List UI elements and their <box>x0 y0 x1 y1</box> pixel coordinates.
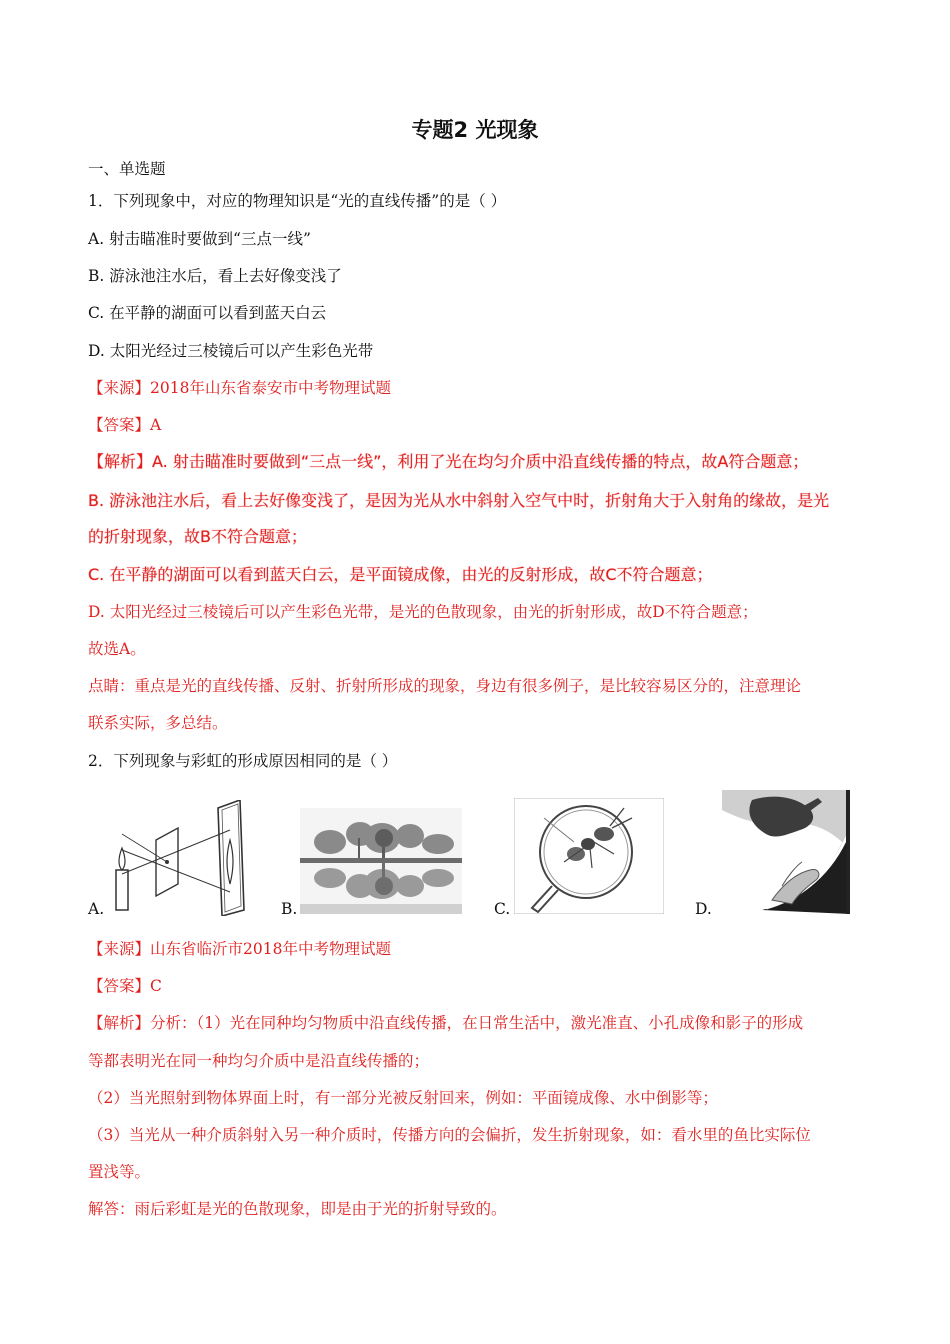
q1-analysis-line-7: 点睛：重点是光的直线传播、反射、折射所形成的现象，身边有很多例子，是比较容易区分的，注意理论 <box>88 677 802 695</box>
q2-analysis-text-1: 分析：（1）光在同种均匀物质中沿直线传播，在日常生活中，激光准直、小孔成像和影子的形成 <box>150 1014 804 1032</box>
hand-shadow-photo-icon <box>722 790 850 914</box>
q2-answer-tag: 【答案】 <box>88 977 151 995</box>
q2-source-tag: 【来源】 <box>88 940 151 958</box>
q2-stem: 2．下列现象与彩虹的形成原因相同的是（ ） <box>88 752 398 770</box>
pinhole-camera-diagram-icon <box>108 800 248 916</box>
q1-analysis-text-1: A. 射击瞄准时要做到“三点一线”，利用了光在均匀介质中沿直线传播的特点，故A符合题意； <box>152 452 809 471</box>
tree-reflection-photo-icon <box>300 808 462 914</box>
q1-answer-text: A <box>150 416 162 434</box>
section-heading: 一、单选题 <box>88 160 166 178</box>
page-title: 专题2 光现象 <box>411 118 539 142</box>
q1-option-c: C. 在平静的湖面可以看到蓝天白云 <box>88 304 327 322</box>
q1-answer-tag: 【答案】 <box>88 416 151 434</box>
q2-analysis-tag: 【解析】 <box>88 1014 151 1032</box>
q2-analysis-line-2: 等都表明光在同一种均匀介质中是沿直线传播的； <box>88 1052 430 1070</box>
q1-analysis-line-5: D. 太阳光经过三棱镜后可以产生彩色光带，是光的色散现象，由光的折射形成，故D不符合题意； <box>88 603 758 621</box>
q1-answer <box>88 414 878 436</box>
q2-analysis-line-6: 解答：雨后彩虹是光的色散现象，即是由于光的折射导致的。 <box>88 1200 507 1218</box>
q1-option-a: A. 射击瞄准时要做到“三点一线” <box>88 230 311 248</box>
q1-analysis-tag: 【解析】 <box>88 452 153 471</box>
q2-answer-text: C <box>150 977 162 995</box>
q1-source-tag: 【来源】 <box>88 379 151 397</box>
q1-analysis-line-3: 的折射现象，故B不符合题意； <box>88 527 307 546</box>
q2-analysis-line-5: 置浅等。 <box>88 1163 151 1181</box>
q1-option-d: D. 太阳光经过三棱镜后可以产生彩色光带 <box>88 342 374 360</box>
q2-figure-b-label: B. <box>281 900 298 918</box>
q2-figure-d-label: D. <box>695 900 712 918</box>
q1-option-b: B. 游泳池注水后，看上去好像变浅了 <box>88 267 342 285</box>
q1-source-text: 2018年山东省泰安市中考物理试题 <box>150 379 391 397</box>
magnifying-glass-photo-icon <box>514 798 664 914</box>
q2-analysis-line-3: （2）当光照射到物体界面上时，有一部分光被反射回来，例如：平面镜成像、水中倒影等； <box>88 1089 718 1107</box>
q2-figure-c-label: C. <box>494 900 511 918</box>
q1-analysis-line-1 <box>88 451 878 473</box>
q1-analysis-line-8: 联系实际，多总结。 <box>88 714 228 732</box>
q1-analysis-line-6: 故选A。 <box>88 640 146 658</box>
q1-source <box>88 377 878 399</box>
q2-source <box>88 938 878 960</box>
q1-stem: 1．下列现象中，对应的物理知识是“光的直线传播”的是（ ） <box>88 192 507 210</box>
q1-analysis-line-2: B. 游泳池注水后，看上去好像变浅了，是因为光从水中斜射入空气中时，折射角大于入射角的缘故，是光 <box>88 491 830 510</box>
q2-analysis-line-4: （3）当光从一种介质斜射入另一种介质时，传播方向的会偏折，发生折射现象，如：看水里的鱼比实际位 <box>88 1126 811 1144</box>
q2-source-text: 山东省临沂市2018年中考物理试题 <box>150 940 391 958</box>
q2-figure-a-label: A. <box>88 900 105 918</box>
q2-analysis-line-1 <box>88 1012 878 1034</box>
q2-answer <box>88 975 878 997</box>
q1-analysis-line-4: C. 在平静的湖面可以看到蓝天白云，是平面镜成像，由光的反射形成，故C不符合题意； <box>88 565 713 584</box>
